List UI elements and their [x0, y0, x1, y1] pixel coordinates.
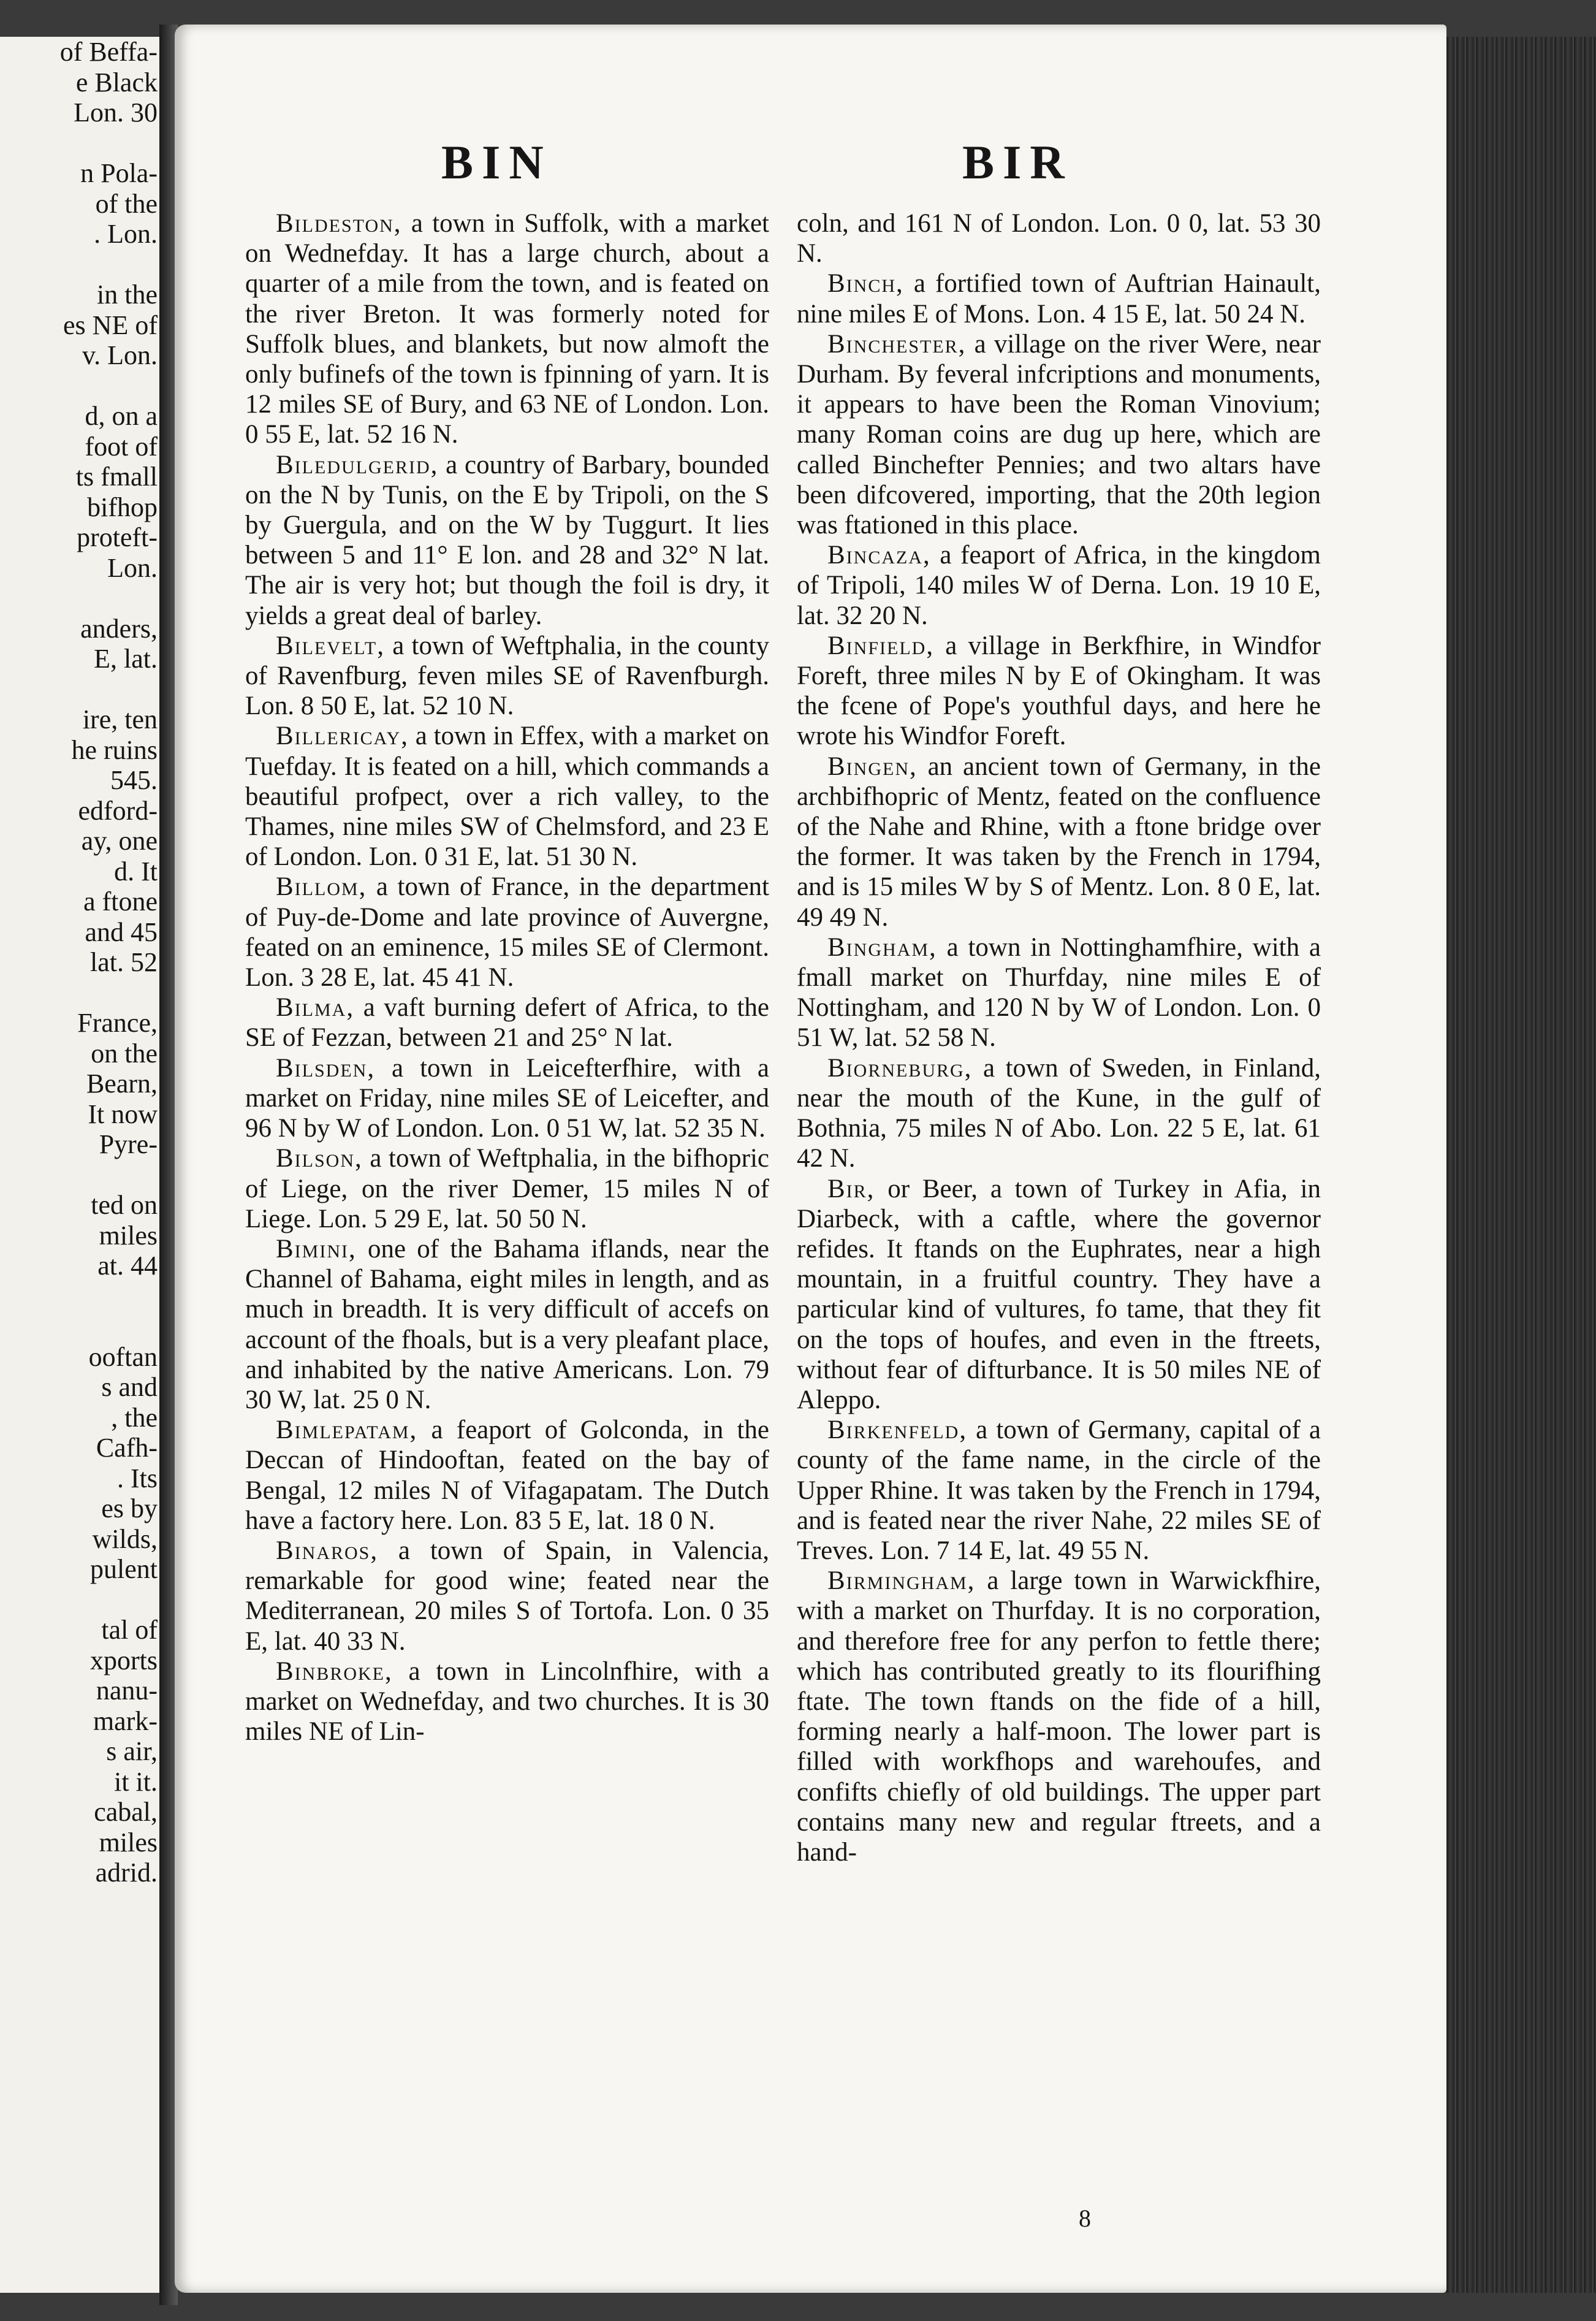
entry-headword: Bir, — [827, 1174, 875, 1203]
entry-headword: Billericay, — [276, 722, 409, 751]
entry-headword: Binaros, — [276, 1536, 379, 1565]
entry-text: a village on the river Were, near Durham. By feveral infcriptions and monuments, it appears to have been the Roman Vinovium; many Roman coins are dug up here, which are called Binchefter Pennies; and two altars have been difcovered, importing, that the 20th legion was ftationed in this place. — [797, 329, 1321, 540]
fragment-line: Pyre- — [99, 1129, 158, 1159]
entry-text: a town of Spain, in Valencia, remarkable for good wine; feated near the Mediterranean, 20 miles S of Tortofa. Lon. 0 35 E, lat. 40 33 N. — [245, 1536, 769, 1656]
fragment-line: es NE of — [63, 310, 158, 340]
dictionary-entry — [245, 1536, 769, 1656]
fragment-line — [0, 250, 158, 280]
fragment-line: pulent — [90, 1554, 158, 1584]
fragment-line: ts fmall — [75, 462, 158, 492]
fragment-line — [0, 1281, 158, 1312]
fragment-line: Cafh- — [96, 1433, 158, 1463]
entry-headword: Bilson, — [276, 1144, 363, 1173]
dictionary-entry — [797, 269, 1321, 329]
fragment-line: bifhop — [87, 492, 158, 522]
entry-headword: Binbroke, — [276, 1656, 393, 1686]
fragment-line: s air, — [106, 1736, 158, 1766]
dictionary-entry — [245, 1234, 769, 1415]
entry-text: coln, and 161 N of London. Lon. 0 0, lat. 53 30 N. — [797, 209, 1321, 269]
entry-headword: Bincaza, — [827, 541, 931, 570]
dictionary-entry — [245, 1143, 769, 1234]
fragment-line: adrid. — [95, 1858, 158, 1888]
entry-headword: Binfield, — [827, 631, 935, 660]
dictionary-entry — [797, 932, 1321, 1053]
fragment-line: mark- — [93, 1705, 158, 1736]
entry-text: a feaport of Africa, in the kingdom of Tripoli, 140 miles W of Derna. Lon. 19 10 E, lat. 32 20 N. — [797, 541, 1321, 630]
fragment-line: Bearn, — [86, 1069, 158, 1099]
entry-headword: Bildeston, — [276, 209, 402, 238]
fragment-line: E, lat. — [94, 644, 158, 674]
fragment-line: lat. 52 — [90, 947, 158, 977]
fragment-line: at. 44 — [97, 1251, 158, 1281]
entry-text: one of the Bahama iflands, near the Channel of Bahama, eight miles in length, and as much in breadth. It is very difficult of accefs on account of the fhoals, but is a very pleafant place, and inhabited by the native Americans. Lon. 79 30 W, lat. 25 0 N. — [245, 1234, 769, 1414]
entry-headword: Bimini, — [276, 1234, 357, 1263]
dictionary-entry — [797, 1053, 1321, 1174]
fragment-line: miles — [99, 1827, 158, 1858]
dictionary-entry — [797, 1174, 1321, 1416]
text-columns — [245, 208, 1410, 2244]
dictionary-entry — [797, 329, 1321, 540]
fragment-line: . Its — [117, 1463, 158, 1493]
fragment-line: it it. — [114, 1766, 158, 1797]
entry-headword: Biledulgerid, — [276, 450, 439, 479]
fragment-line: ooftan — [88, 1341, 158, 1372]
fragment-line: ay, one — [81, 826, 158, 856]
dictionary-entry — [245, 631, 769, 722]
dictionary-entry — [245, 1053, 769, 1144]
fragment-line: and 45 — [85, 917, 158, 947]
entry-text: a town in Leicefterfhire, with a market on Friday, nine miles SE of Leicefter, and 96 N by W of London. Lon. 0 51 W, lat. 52 35 N. — [245, 1053, 769, 1143]
entry-text: an ancient town of Germany, in the archbifhopric of Mentz, feated on the confluence of the Nahe and Rhine, with a ftone bridge over the former. It was taken by the French in 1794, and is 15 miles W by S of Mentz. Lon. 8 0 E, lat. 49 49 N. — [797, 752, 1321, 932]
dictionary-entry — [245, 872, 769, 993]
dictionary-entry — [797, 1415, 1321, 1566]
fragment-line: he ruins — [71, 734, 158, 765]
dictionary-entry — [797, 1566, 1321, 1867]
fragment-line: proteft- — [77, 522, 158, 552]
fragment-line: wilds, — [92, 1523, 158, 1554]
dictionary-entry — [797, 540, 1321, 631]
entry-text: a fortified town of Auftrian Hainault, nine miles E of Mons. Lon. 4 15 E, lat. 50 24 N. — [797, 269, 1321, 329]
page-header — [175, 110, 1446, 196]
entry-text: a vaft burning defert of Africa, to the SE of Fezzan, between 21 and 25° N lat. — [245, 993, 769, 1053]
entry-headword: Binch, — [827, 269, 904, 299]
entry-headword: Birmingham, — [827, 1566, 976, 1596]
entry-text: or Beer, a town of Turkey in Afia, in Diarbeck, with a caftle, where the governor refides. It ftands on the Euphrates, near a high mountain, in a fruitful country. They have a particular kind of vultures, fo tame, that they fit on the tops of houfes, and even in the ftreets, without fear of difturbance. It is 50 miles NE of Aleppo. — [797, 1174, 1321, 1414]
dictionary-entry — [797, 631, 1321, 752]
entry-text: a town in Nottinghamfhire, with a fmall market on Thurfday, nine miles E of Nottingham, and 120 N by W of London. Lon. 0 51 W, lat. 52 58 N. — [797, 932, 1321, 1053]
entry-headword: Bingham, — [827, 932, 937, 962]
fragment-line: ire, ten — [82, 704, 158, 734]
fragment-line: . Lon. — [94, 219, 158, 249]
fragment-line — [0, 1311, 158, 1342]
entry-text: a town of Sweden, in Finland, near the mouth of the Kune, in the gulf of Bothnia, 75 miles N of Abo. Lon. 22 5 E, lat. 61 42 N. — [797, 1053, 1321, 1173]
fragment-line: tal of — [101, 1615, 158, 1645]
fragment-line: edford- — [78, 795, 158, 826]
fragment-line: , the — [111, 1402, 158, 1433]
entry-text: a town in Suffolk, with a market on Wednefday. It has a large church, about a quarter of a mile from the town, and is feated on the river Breton. It was formerly noted for Suffolk blues, and blankets, but now almoft the only bufinefs of the town is fpinning of yarn. It is 12 miles SE of Bury, and 63 NE of London. Lon. 0 55 E, lat. 52 16 N. — [245, 209, 769, 449]
fragment-line: es by — [101, 1493, 158, 1523]
entry-headword: Bimlepatam, — [276, 1416, 418, 1445]
dictionary-entry — [245, 1415, 769, 1536]
fragment-line: xports — [90, 1645, 158, 1675]
entry-headword: Binchester, — [827, 329, 967, 359]
dictionary-entry — [245, 721, 769, 872]
column-left — [245, 208, 769, 1747]
fragment-line: d, on a — [85, 401, 158, 431]
column-right — [797, 208, 1321, 1867]
dictionary-entry — [245, 1656, 769, 1747]
dictionary-page — [175, 25, 1446, 2293]
fragment-line — [0, 1585, 158, 1615]
adjacent-page-fragment — [0, 37, 172, 2293]
entry-headword: Bilma, — [276, 993, 355, 1023]
fragment-line: cabal, — [94, 1797, 158, 1827]
entry-text: a feaport of Golconda, in the Deccan of Hindooftan, feated on the bay of Bengal, 12 miles N of Vifagapatam. The Dutch have a factory here. Lon. 83 5 E, lat. 18 0 N. — [245, 1416, 769, 1535]
fragment-line: 545. — [110, 765, 158, 795]
entry-text: a town in Lincolnfhire, with a market on Wednefday, and two churches. It is 30 miles NE of Lin- — [245, 1656, 769, 1747]
entry-text: a village in Berkfhire, in Windfor Foreft, three miles N by E of Okingham. It was the fcene of Pope's youthful days, and here he wrote his Windfor Foreft. — [797, 631, 1321, 751]
adjacent-page-text — [0, 37, 158, 1888]
running-head-left: BIN — [441, 135, 552, 189]
entry-headword: Billom, — [276, 872, 367, 902]
fragment-line: n Pola- — [80, 158, 158, 188]
entry-text: a town in Effex, with a market on Tuefday. It is feated on a hill, which commands a beautiful profpect, over a rich valley, to the Thames, nine miles SW of Chelmsford, and 23 E of London. Lon. 0 31 E, lat. 51 30 N. — [245, 722, 769, 872]
fragment-line: foot of — [85, 431, 158, 462]
entry-headword: Bilevelt, — [276, 631, 385, 660]
fragment-line: in the — [97, 280, 158, 310]
fragment-line: France, — [77, 1008, 158, 1038]
signature-mark: 8 — [1079, 2205, 1091, 2232]
fragment-line: of the — [95, 188, 158, 219]
fragment-line — [0, 583, 158, 614]
entry-text: a town of Germany, capital of a county of the fame name, in the circle of the Upper Rhine. It was taken by the French in 1794, and is feated near the river Nahe, 22 miles SE of Treves. Lon. 7 14 E, lat. 49 55 N. — [797, 1416, 1321, 1565]
fragment-line: s and — [101, 1372, 158, 1402]
entry-text: a town of Weftphalia, in the county of Ravenfburg, feven miles SE of Ravenfburgh. Lon. 8 50 E, lat. 52 10 N. — [245, 631, 769, 721]
entry-headword: Birkenfeld, — [827, 1416, 968, 1445]
fragment-line: It now — [88, 1099, 158, 1129]
fragment-line: miles — [99, 1220, 158, 1251]
fragment-line — [0, 128, 158, 159]
entry-text: a town of Weftphalia, in the bifhopric of Liege, on the river Demer, 15 miles N of Liege. Lon. 5 29 E, lat. 50 50 N. — [245, 1144, 769, 1233]
entry-headword: Bingen, — [827, 752, 918, 781]
fragment-line: d. It — [114, 856, 158, 886]
fragment-line: v. Lon. — [82, 340, 158, 370]
fragment-line: Lon. 30 — [74, 97, 158, 128]
fragment-line: on the — [91, 1038, 158, 1069]
fragment-line: anders, — [80, 613, 158, 644]
fragment-line — [0, 371, 158, 402]
dictionary-entry — [245, 450, 769, 631]
fragment-line: a ftone — [83, 886, 158, 917]
fragment-line: of Beffa- — [59, 37, 158, 67]
fragment-line — [0, 674, 158, 705]
entry-headword: Bilsden, — [276, 1053, 376, 1083]
running-head-right: BIR — [962, 135, 1073, 189]
entry-headword: Biorneburg, — [827, 1053, 973, 1083]
fragment-line: ted on — [91, 1190, 158, 1220]
page-edges — [1446, 37, 1596, 2293]
dictionary-entry — [245, 208, 769, 450]
fragment-line: nanu- — [96, 1675, 158, 1705]
dictionary-entry — [797, 208, 1321, 269]
fragment-line: Lon. — [107, 552, 158, 583]
fragment-line — [0, 1160, 158, 1191]
entry-text: a town of France, in the department of Puy-de-Dome and late province of Auvergne, feated on an eminence, 15 miles SE of Clermont. Lon. 3 28 E, lat. 45 41 N. — [245, 872, 769, 993]
fragment-line — [0, 978, 158, 1008]
entry-text: a country of Barbary, bounded on the N by Tunis, on the E by Tripoli, on the S by Guergula, and on the W by Tuggurt. It lies between 5 and 11° E lon. and 28 and 32° N lat. The air is very hot; but though the foil is dry, it yields a great deal of barley. — [245, 450, 769, 630]
dictionary-entry — [797, 752, 1321, 932]
entry-text: a large town in Warwickfhire, with a market on Thurfday. It is no corporation, and therefore free for any perfon to fettle there; which has contributed greatly to its flourifhing ftate. The town ftands on the fide of a hill, forming nearly a half-moon. The lower part is filled with workfhops and warehoufes, and confifts chiefly of old buildings. The upper part contains many new and regular ftreets, and a hand- — [797, 1566, 1321, 1867]
dictionary-entry — [245, 993, 769, 1053]
fragment-line: e Black — [75, 67, 158, 97]
